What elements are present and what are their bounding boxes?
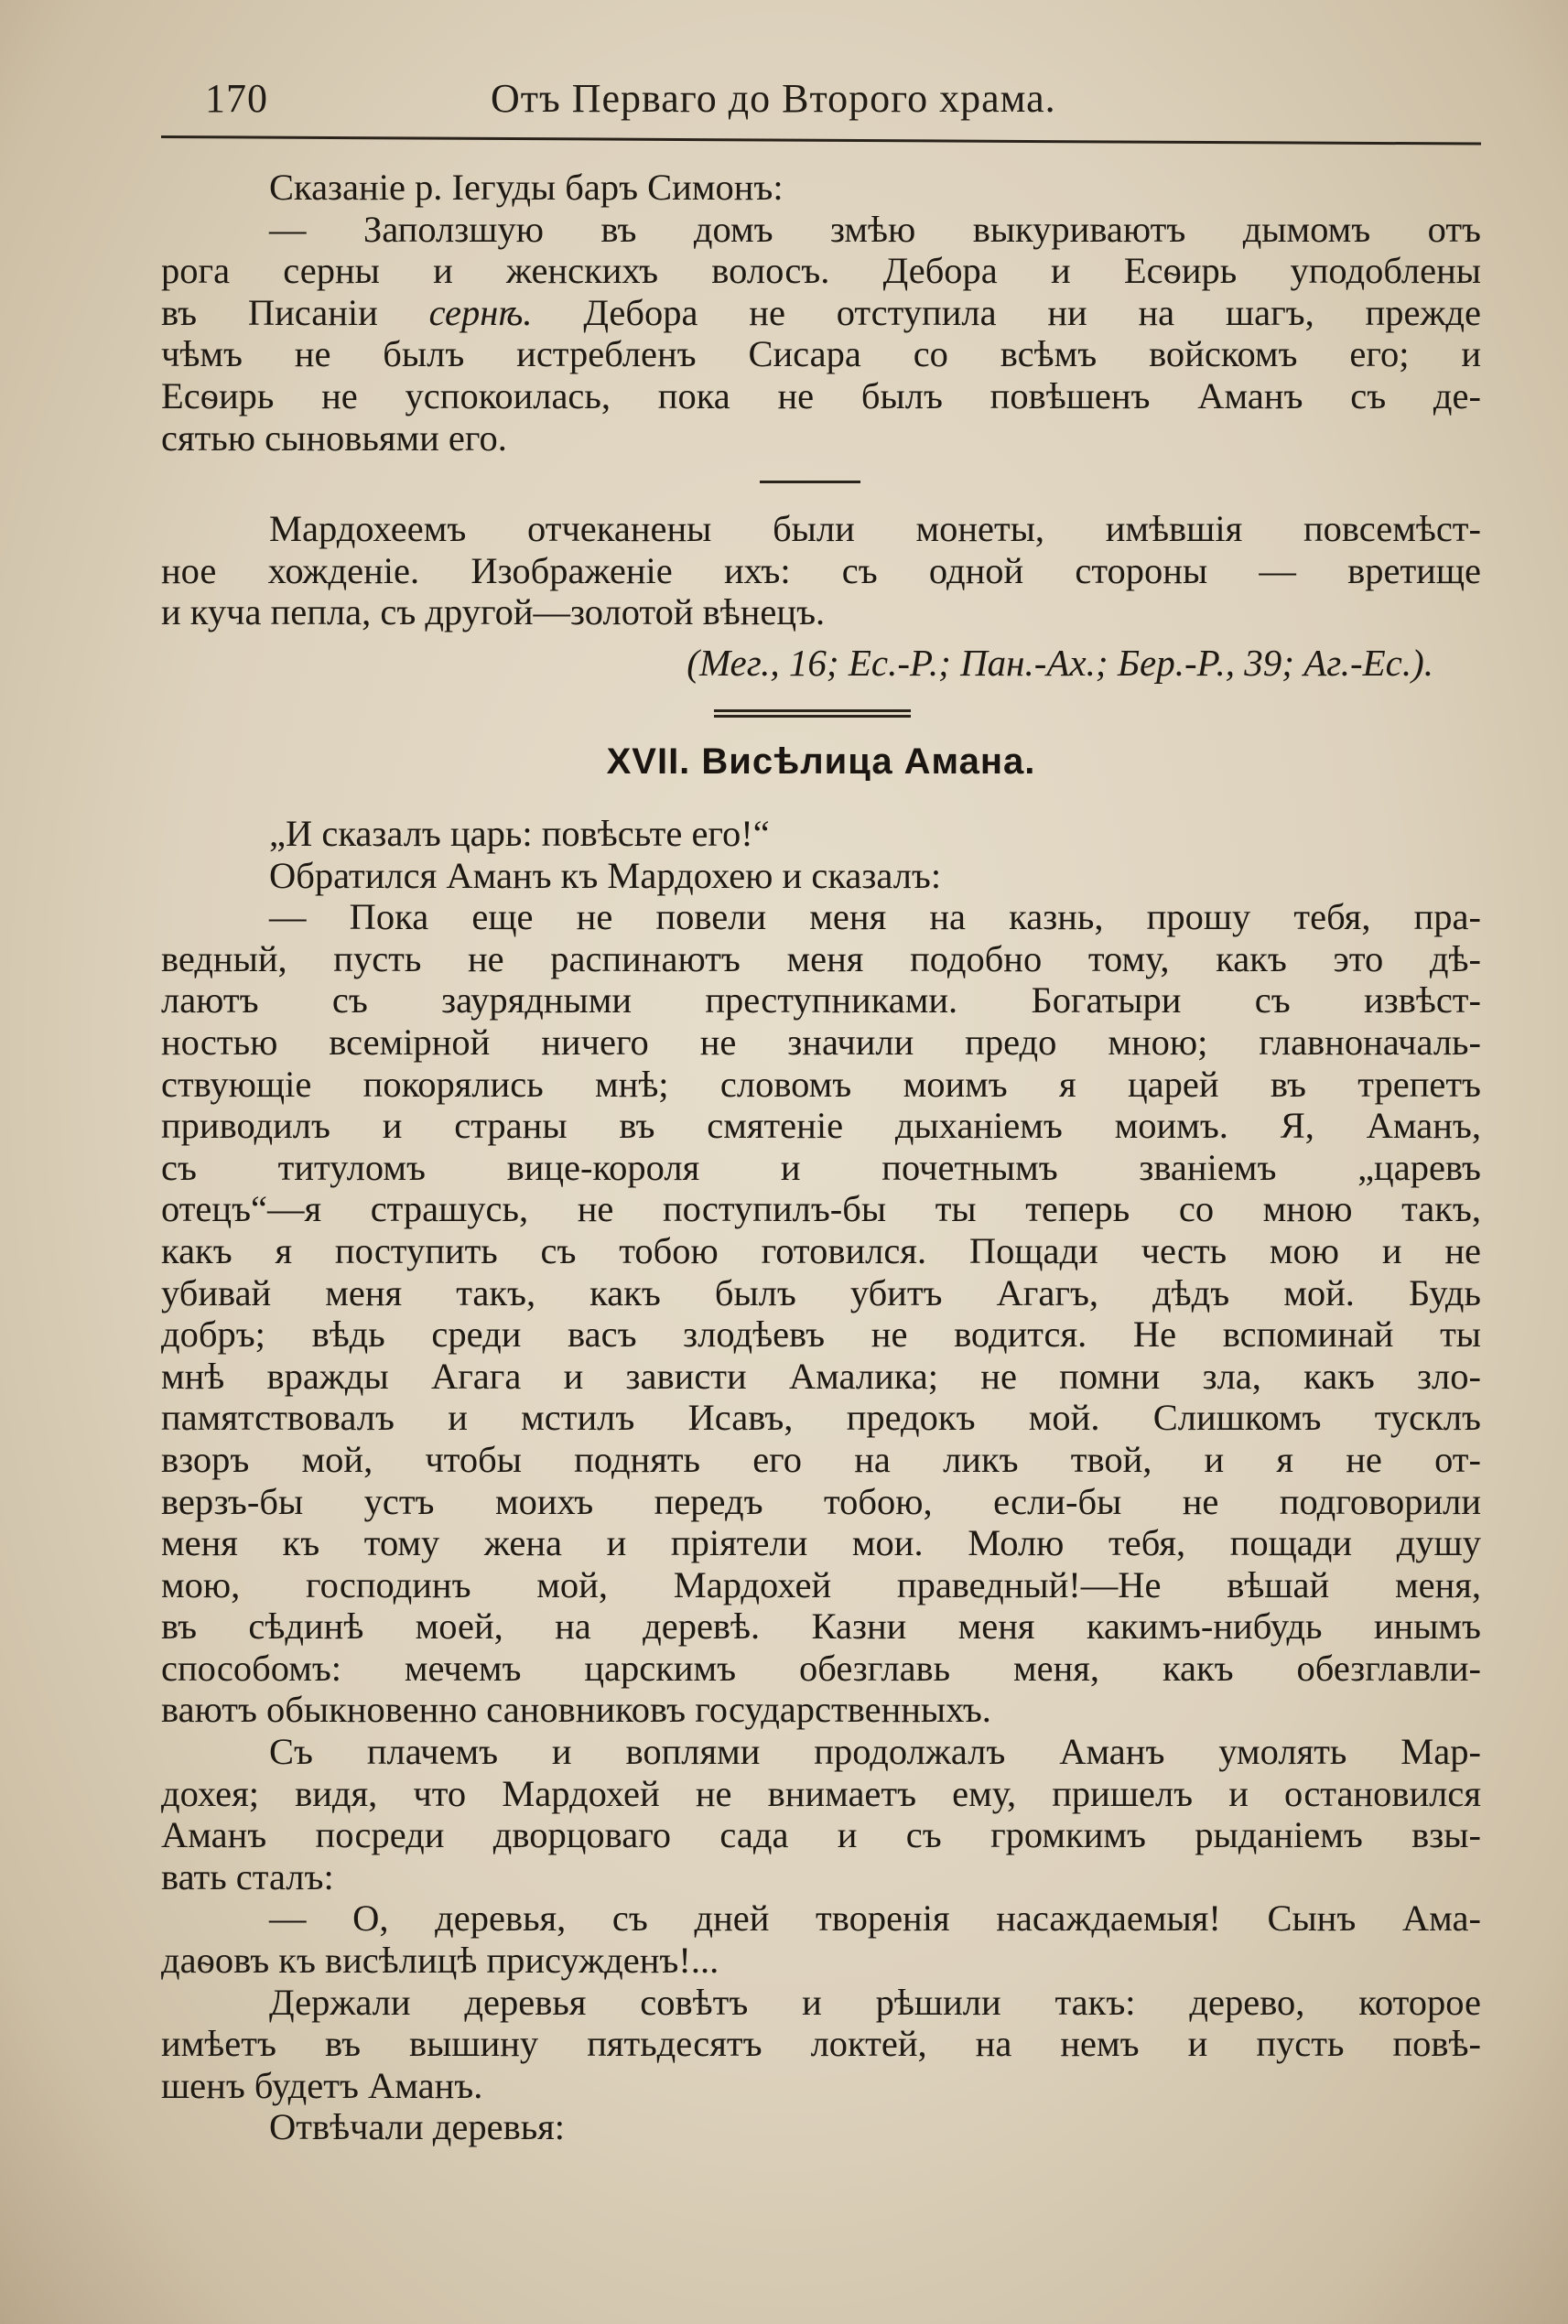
text-line: вать сталъ: xyxy=(161,1855,334,1897)
text-line: въ сѣдинѣ моей, на деревѣ. Казни меня какимъ-нибудь инымъ xyxy=(161,1605,1481,1648)
text-line: Аманъ посреди дворцоваго сада и съ громкимъ рыданіемъ взы- xyxy=(161,1814,1481,1856)
text-line: Есѳирь не успокоилась, пока не былъ повѣшенъ Аманъ съ де- xyxy=(161,374,1481,416)
text-line: верзъ-бы устъ моихъ передъ тобою, если-бы не подговорили xyxy=(161,1480,1481,1522)
double-rule-divider xyxy=(714,709,911,718)
text-line: ваютъ обыкновенно сановниковъ государственныхъ. xyxy=(161,1689,991,1731)
page-number: 170 xyxy=(205,76,268,121)
text-line: ностью всемірной ничего не значили предо мною; главноначаль- xyxy=(161,1021,1481,1063)
section-divider xyxy=(760,481,860,483)
header-rule xyxy=(161,135,1481,146)
text-fragment: Дебора не отступила ни на шагъ, прежде xyxy=(583,291,1482,333)
text-line: Держали деревья совѣтъ и рѣшили такъ: дерево, которое xyxy=(269,1981,1481,2023)
text-line: памятствовалъ и мстилъ Исавъ, предокъ мой. Слишкомъ тусклъ xyxy=(161,1397,1481,1439)
text-line: ное хожденіе. Изображеніе ихъ: съ одной стороны — вретище xyxy=(161,549,1481,591)
text-line: приводилъ и страны въ смятеніе дыханіемъ моимъ. Я, Аманъ, xyxy=(161,1105,1481,1147)
text-line: Отвѣчали деревья: xyxy=(269,2106,566,2148)
text-line: добръ; вѣдь среди васъ злодѣевъ не водится. Не вспоминай ты xyxy=(161,1313,1481,1356)
text-line: рога серны и женскихъ волосъ. Дебора и Есѳирь уподоблены xyxy=(161,250,1481,292)
page-header xyxy=(161,75,1481,130)
text-line: ствующіе покорялись мнѣ; словомъ моимъ я царей въ трепетъ xyxy=(161,1063,1481,1105)
text-line: — Заползшую въ домъ змѣю выкуриваютъ дымомъ отъ xyxy=(269,208,1481,250)
text-line: лаютъ съ заурядными преступниками. Богатыри съ извѣст- xyxy=(161,979,1481,1021)
text-line: способомъ: мечемъ царскимъ обезглавь меня, какъ обезглавли- xyxy=(161,1647,1481,1689)
text-line: ведный, пусть не распинаютъ меня подобно тому, какъ это дѣ- xyxy=(161,937,1481,979)
text-line: „И сказалъ царь: повѣсьте его!“ xyxy=(269,813,770,854)
main-narrative xyxy=(161,813,1481,2148)
section-title: XVII. Висѣлица Амана. xyxy=(606,741,1036,782)
text-line: — Пока еще не повели меня на казнь, прошу тебя, пра- xyxy=(269,896,1481,938)
running-title: Отъ Перваго до Второго храма. xyxy=(491,76,1056,121)
text-line: отецъ“—я страшусь, не поступилъ-бы ты теперь со мною такъ, xyxy=(161,1188,1481,1230)
text-line: какъ я поступить съ тобою готовился. Пощади честь мою и не xyxy=(161,1229,1481,1271)
text-line: мнѣ вражды Агага и зависти Амалика; не помни зла, какъ зло- xyxy=(161,1355,1481,1397)
text-line: чѣмъ не былъ истребленъ Сисара со всѣмъ войскомъ его; и xyxy=(161,333,1481,375)
legend-paragraph xyxy=(161,167,1481,459)
text-line: Сказаніе р. Іегуды баръ Симонъ: xyxy=(269,167,784,208)
text-line: Съ плачемъ и воплями продолжалъ Аманъ умолять Мар- xyxy=(269,1731,1481,1773)
text-line: Обратился Аманъ къ Мардохею и сказалъ: xyxy=(269,854,942,896)
coin-paragraph xyxy=(161,508,1481,633)
text-line: и куча пепла, съ другой—золотой вѣнецъ. xyxy=(161,591,826,633)
text-fragment: въ Писаніи xyxy=(161,291,378,333)
text-line: сятью сыновьями его. xyxy=(161,416,507,459)
text-line: взоръ мой, чтобы поднять его на ликъ твой, и я не от- xyxy=(161,1438,1481,1480)
text-line xyxy=(161,292,1481,334)
text-line: убивай меня такъ, какъ былъ убитъ Агагъ, дѣдъ мой. Будь xyxy=(161,1271,1481,1313)
source-citation: (Мег., 16; Ес.-Р.; Пан.-Ах.; Бер.-Р., 39; Аг.-Ес.). xyxy=(687,642,1433,684)
text-line: Мардохеемъ отчеканены были монеты, имѣвшія повсемѣст- xyxy=(269,508,1481,549)
italic-word: сернѣ. xyxy=(428,291,533,333)
text-line: — О, деревья, съ дней творенія насаждаемыя! Сынъ Ама- xyxy=(269,1897,1481,1940)
text-line: мою, господинъ мой, Мардохей праведный!—Не вѣшай меня, xyxy=(161,1563,1481,1605)
text-line: шенъ будетъ Аманъ. xyxy=(161,2064,483,2106)
text-line: имѣетъ въ вышину пятьдесятъ локтей, на немъ и пусть повѣ- xyxy=(161,2023,1481,2065)
text-line: даѳовъ къ висѣлицѣ присужденъ!... xyxy=(161,1940,719,1982)
text-line: дохея; видя, что Мардохей не внимаетъ ему, пришелъ и остановился xyxy=(161,1772,1481,1814)
text-line: меня къ тому жена и пріятели мои. Молю тебя, пощади душу xyxy=(161,1522,1481,1564)
text-line: съ титуломъ вице-короля и почетнымъ званіемъ „царевъ xyxy=(161,1146,1481,1188)
